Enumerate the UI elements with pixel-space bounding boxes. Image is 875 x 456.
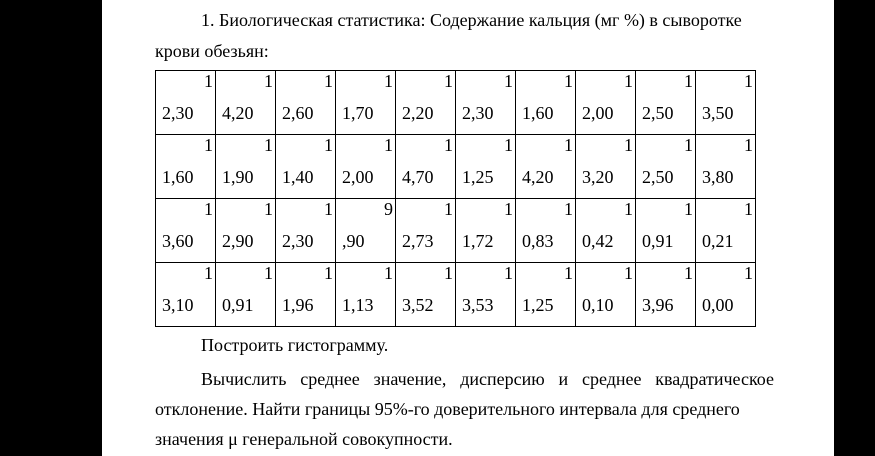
- cell-value: 2,00: [582, 103, 614, 123]
- table-row: [156, 135, 756, 199]
- cell-leading-digit: 1: [384, 263, 393, 283]
- cell-leading-digit: 1: [504, 135, 513, 155]
- cell-value: 2,00: [342, 167, 374, 187]
- cell-leading-digit: 1: [264, 263, 273, 283]
- cell-leading-digit: 1: [264, 71, 273, 91]
- table-cell: [576, 135, 636, 199]
- cell-value: 1,40: [282, 167, 314, 187]
- table-cell: [576, 71, 636, 135]
- table-cell: [636, 71, 696, 135]
- cell-leading-digit: 1: [324, 263, 333, 283]
- cell-value: 2,30: [282, 231, 314, 251]
- cell-value: 0,10: [582, 295, 614, 315]
- cell-value: 0,91: [642, 231, 674, 251]
- cell-leading-digit: 1: [444, 263, 453, 283]
- cell-value: 0,91: [222, 295, 254, 315]
- cell-leading-digit: 1: [564, 135, 573, 155]
- task-paragraph-line-1: Вычислить среднее значение, дисперсию и среднее квадратическое: [201, 369, 774, 389]
- table-cell: [156, 71, 216, 135]
- cell-value: 2,20: [402, 103, 434, 123]
- table-cell: [336, 135, 396, 199]
- cell-leading-digit: 1: [444, 199, 453, 219]
- cell-leading-digit: 1: [624, 263, 633, 283]
- table-cell: [516, 199, 576, 263]
- document-page: [102, 0, 834, 456]
- cell-leading-digit: 1: [324, 199, 333, 219]
- cell-leading-digit: 9: [384, 199, 393, 219]
- cell-value: 3,60: [162, 231, 194, 251]
- table-cell: [696, 135, 756, 199]
- table-cell: [456, 71, 516, 135]
- table-cell: [336, 263, 396, 327]
- table-cell: [456, 135, 516, 199]
- task-title-line-1: 1. Биологическая статистика: Содержание кальция (мг %) в сыворотке: [201, 10, 742, 30]
- cell-value: 0,00: [702, 295, 734, 315]
- cell-value: 2,30: [162, 103, 194, 123]
- cell-value: 2,60: [282, 103, 314, 123]
- table-cell: [456, 263, 516, 327]
- table-cell: [276, 71, 336, 135]
- table-cell: [156, 263, 216, 327]
- instruction-text: Построить гистограмму.: [201, 335, 389, 355]
- cell-value: 0,42: [582, 231, 614, 251]
- table-row: [156, 199, 756, 263]
- table-cell: [156, 135, 216, 199]
- cell-value: 3,80: [702, 167, 734, 187]
- task-paragraph-line-3: значения μ генеральной совокупности.: [155, 429, 453, 449]
- cell-value: 1,70: [342, 103, 374, 123]
- table-cell: [276, 199, 336, 263]
- table-cell: [216, 135, 276, 199]
- table-cell: [516, 263, 576, 327]
- cell-leading-digit: 1: [504, 199, 513, 219]
- cell-leading-digit: 1: [684, 135, 693, 155]
- table-cell: [696, 199, 756, 263]
- cell-value: 2,73: [402, 231, 434, 251]
- cell-leading-digit: 1: [744, 199, 753, 219]
- cell-leading-digit: 1: [744, 71, 753, 91]
- cell-leading-digit: 1: [744, 135, 753, 155]
- cell-leading-digit: 1: [384, 71, 393, 91]
- cell-value: 1,25: [462, 167, 494, 187]
- cell-value: 3,52: [402, 295, 434, 315]
- table-row: [156, 263, 756, 327]
- cell-value: 1,25: [522, 295, 554, 315]
- cell-value: 1,72: [462, 231, 494, 251]
- table-cell: [636, 263, 696, 327]
- table-cell: [336, 71, 396, 135]
- table-cell: [396, 263, 456, 327]
- cell-leading-digit: 1: [744, 263, 753, 283]
- cell-value: 2,50: [642, 103, 674, 123]
- cell-leading-digit: 1: [624, 71, 633, 91]
- cell-value: 1,60: [162, 167, 194, 187]
- cell-value: 3,53: [462, 295, 494, 315]
- cell-value: ,90: [342, 231, 365, 251]
- table-cell: [156, 199, 216, 263]
- cell-leading-digit: 1: [684, 71, 693, 91]
- cell-leading-digit: 1: [264, 135, 273, 155]
- task-paragraph-line-2: отклонение. Найти границы 95%-го доверительного интервала для среднего: [155, 399, 740, 419]
- cell-value: 2,90: [222, 231, 254, 251]
- cell-value: 0,83: [522, 231, 554, 251]
- cell-leading-digit: 1: [324, 71, 333, 91]
- cell-leading-digit: 1: [204, 71, 213, 91]
- cell-value: 1,13: [342, 295, 374, 315]
- cell-leading-digit: 1: [504, 263, 513, 283]
- table-cell: [216, 263, 276, 327]
- table-cell: [216, 71, 276, 135]
- table-cell: [516, 135, 576, 199]
- cell-leading-digit: 1: [684, 263, 693, 283]
- table-cell: [396, 71, 456, 135]
- cell-value: 2,30: [462, 103, 494, 123]
- cell-leading-digit: 1: [204, 135, 213, 155]
- table-cell: [636, 135, 696, 199]
- table-cell: [636, 199, 696, 263]
- cell-leading-digit: 1: [624, 199, 633, 219]
- table-cell: [696, 263, 756, 327]
- cell-value: 0,21: [702, 231, 734, 251]
- table-cell: [396, 199, 456, 263]
- cell-leading-digit: 1: [204, 199, 213, 219]
- cell-leading-digit: 1: [504, 71, 513, 91]
- cell-leading-digit: 1: [684, 199, 693, 219]
- cell-leading-digit: 1: [444, 135, 453, 155]
- cell-leading-digit: 1: [564, 263, 573, 283]
- table-cell: [336, 199, 396, 263]
- table-row: [156, 71, 756, 135]
- table-cell: [276, 263, 336, 327]
- calcium-data-table: [155, 70, 756, 327]
- cell-leading-digit: 1: [444, 71, 453, 91]
- cell-value: 1,90: [222, 167, 254, 187]
- table-cell: [516, 71, 576, 135]
- table-cell: [276, 135, 336, 199]
- cell-value: 3,10: [162, 295, 194, 315]
- cell-value: 4,20: [222, 103, 254, 123]
- table-cell: [216, 199, 276, 263]
- cell-leading-digit: 1: [264, 199, 273, 219]
- table-cell: [396, 135, 456, 199]
- cell-leading-digit: 1: [324, 135, 333, 155]
- table-cell: [456, 199, 516, 263]
- cell-value: 2,50: [642, 167, 674, 187]
- cell-value: 1,96: [282, 295, 314, 315]
- cell-leading-digit: 1: [624, 135, 633, 155]
- table-cell: [576, 199, 636, 263]
- cell-value: 1,60: [522, 103, 554, 123]
- cell-value: 3,50: [702, 103, 734, 123]
- table-cell: [576, 263, 636, 327]
- cell-value: 3,96: [642, 295, 674, 315]
- cell-leading-digit: 1: [564, 71, 573, 91]
- cell-value: 3,20: [582, 167, 614, 187]
- cell-leading-digit: 1: [564, 199, 573, 219]
- cell-value: 4,20: [522, 167, 554, 187]
- task-title-line-2: крови обезьян:: [155, 41, 269, 61]
- cell-leading-digit: 1: [204, 263, 213, 283]
- cell-leading-digit: 1: [384, 135, 393, 155]
- table-cell: [696, 71, 756, 135]
- cell-value: 4,70: [402, 167, 434, 187]
